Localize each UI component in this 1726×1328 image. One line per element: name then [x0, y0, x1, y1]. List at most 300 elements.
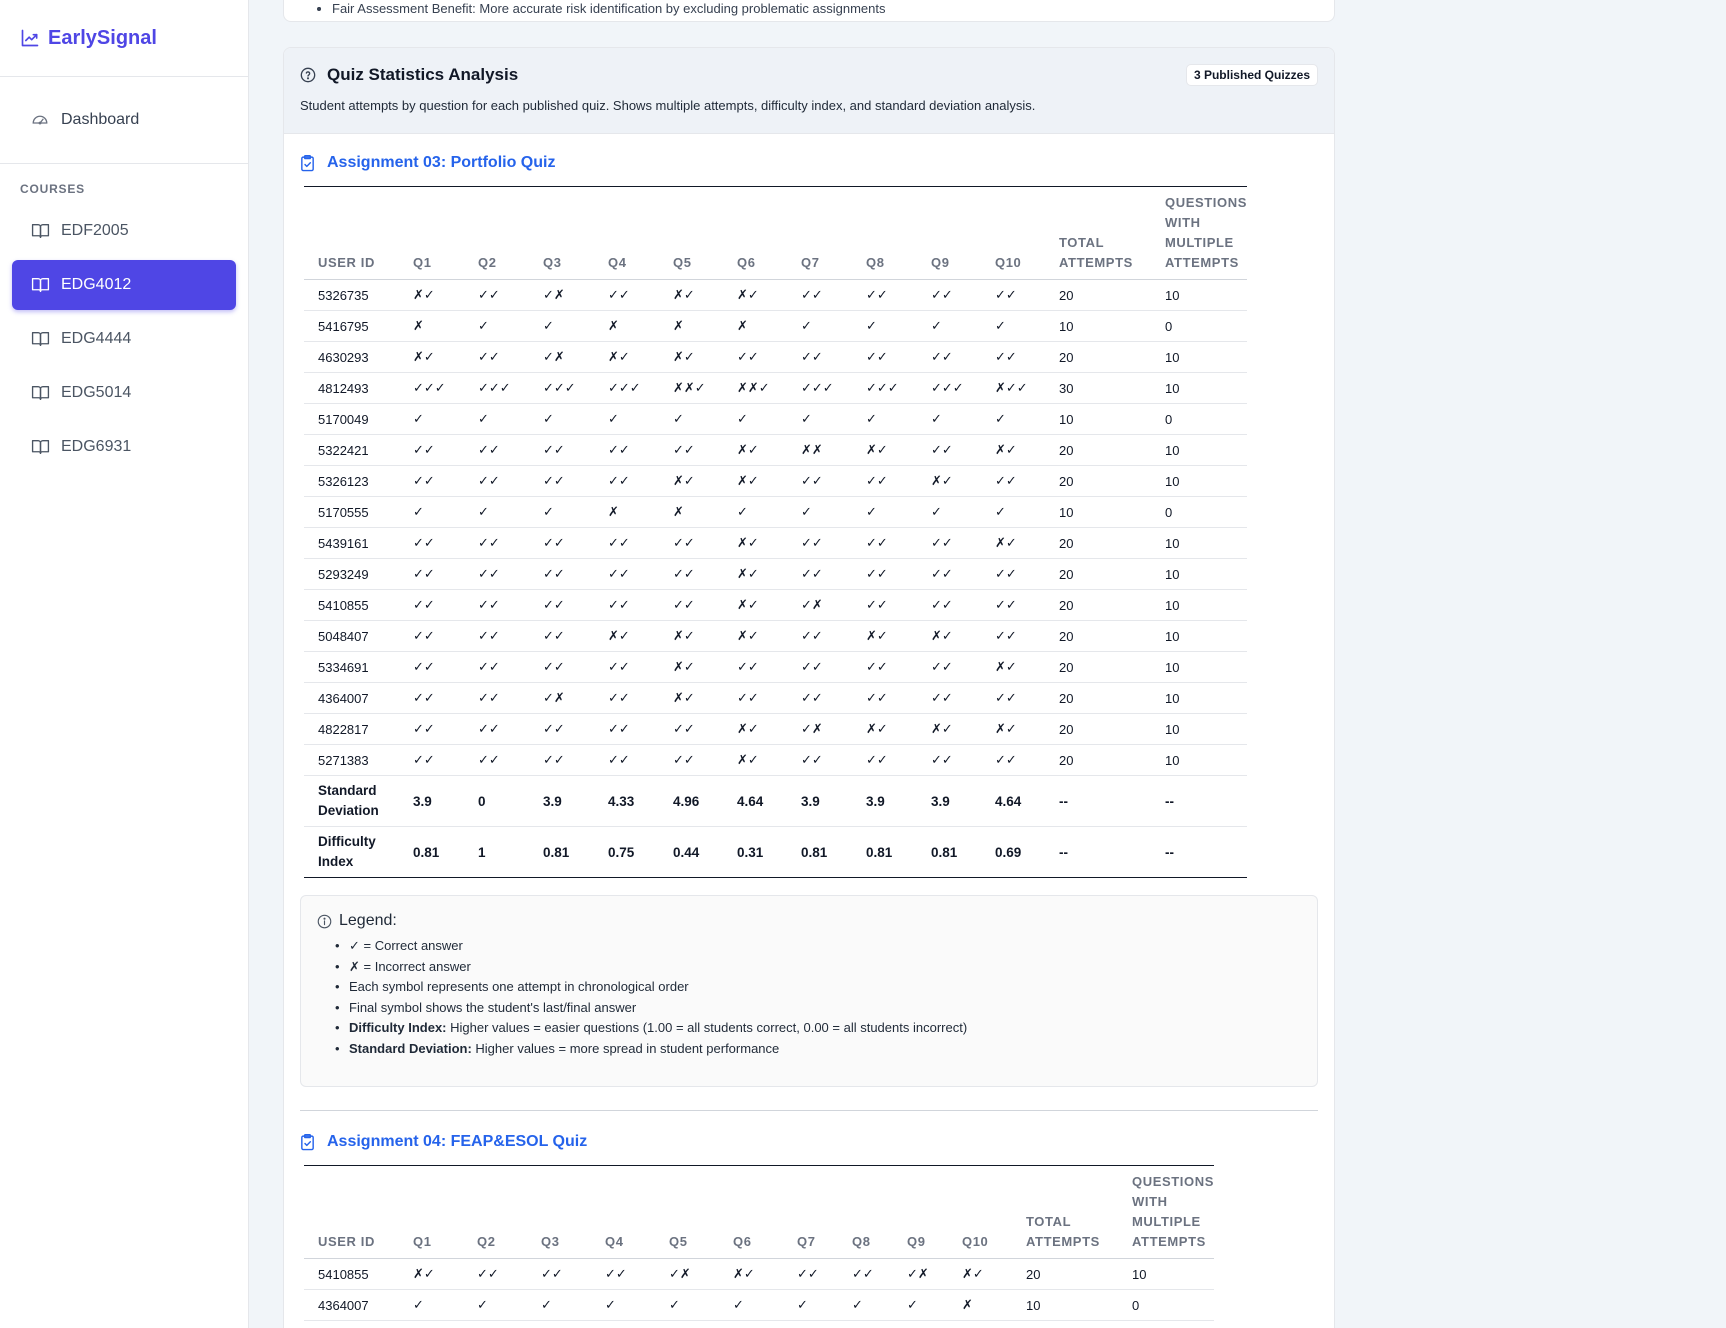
table-row — [304, 280, 1247, 311]
table-cell: 10 — [1151, 528, 1247, 559]
table-cell: ✓ — [852, 404, 917, 435]
clipboard-check-icon — [300, 155, 315, 172]
table-cell: 10 — [1151, 745, 1247, 776]
table-cell: 0 — [1151, 497, 1247, 528]
table-cell: 20 — [1045, 590, 1151, 621]
column-header: Q1 — [399, 187, 464, 280]
table-cell: ✓✓ — [464, 745, 529, 776]
difficulty-index-row — [304, 827, 1247, 878]
table-cell: ✓✓ — [659, 745, 723, 776]
quiz-2-table-header — [304, 1166, 1214, 1259]
user-id-cell: 4364007 — [304, 683, 399, 714]
legend-box — [300, 895, 1318, 1087]
table-cell: ✓✓ — [981, 621, 1045, 652]
table-cell: ✓✓ — [464, 466, 529, 497]
table-row — [304, 404, 1247, 435]
table-cell: ✗✓ — [852, 621, 917, 652]
quiz-1-title-text: Assignment 03: Portfolio Quiz — [327, 154, 556, 171]
table-cell: ✓✓ — [464, 683, 529, 714]
table-cell: ✗✓ — [917, 466, 981, 497]
table-cell: ✓✓ — [917, 280, 981, 311]
table-cell: ✓✓ — [917, 745, 981, 776]
user-id-cell: 4630293 — [304, 342, 399, 373]
table-cell: ✓✓ — [464, 342, 529, 373]
nav-dashboard-label: Dashboard — [61, 111, 140, 128]
table-cell: ✗✓ — [399, 280, 464, 311]
table-cell: ✗✗✓ — [723, 373, 787, 404]
stat-value: 0.69 — [981, 827, 1045, 878]
table-cell: ✓ — [464, 311, 529, 342]
table-cell: ✗ — [399, 311, 464, 342]
table-row — [304, 559, 1247, 590]
table-cell: ✓✓ — [594, 683, 659, 714]
course-item-edg6931[interactable] — [12, 422, 236, 472]
table-cell: ✓✗ — [787, 714, 852, 745]
column-header: Q2 — [463, 1166, 527, 1259]
stat-value: 0.44 — [659, 827, 723, 878]
user-id-cell: 5439161 — [304, 528, 399, 559]
table-row — [304, 1259, 1214, 1290]
table-cell: ✓✓ — [594, 714, 659, 745]
table-cell: ✓ — [981, 311, 1045, 342]
stat-label: Difficulty Index — [304, 827, 399, 878]
legend-title-text: Legend: — [339, 912, 397, 929]
table-cell: ✗✓ — [981, 528, 1045, 559]
table-cell: ✓✓ — [852, 745, 917, 776]
table-cell: ✓✓ — [529, 652, 594, 683]
column-header: Q4 — [594, 187, 659, 280]
legend-item — [349, 977, 1301, 998]
course-item-label: EDG4012 — [61, 276, 132, 293]
table-cell: ✗ — [723, 311, 787, 342]
table-cell: ✗✓ — [723, 435, 787, 466]
table-cell: 10 — [1012, 1290, 1118, 1321]
table-cell: ✓✓ — [399, 621, 464, 652]
table-cell: ✓✓ — [463, 1259, 527, 1290]
table-cell: ✗ — [594, 311, 659, 342]
column-header: Q8 — [838, 1166, 893, 1259]
table-cell: ✗✓ — [948, 1259, 1012, 1290]
table-cell: ✓✓ — [464, 590, 529, 621]
table-cell: ✓✗ — [529, 342, 594, 373]
stat-value: -- — [1151, 776, 1247, 827]
table-cell: 20 — [1045, 559, 1151, 590]
courses-heading: COURSES — [20, 182, 85, 196]
table-cell: ✓✓ — [917, 652, 981, 683]
table-row — [304, 311, 1247, 342]
table-cell: ✗ — [659, 497, 723, 528]
table-cell: ✓✓ — [529, 466, 594, 497]
table-cell: ✓✓ — [591, 1259, 655, 1290]
user-id-cell: 5293249 — [304, 559, 399, 590]
clipboard-check-icon — [300, 1134, 315, 1151]
column-header: USER ID — [304, 1166, 399, 1259]
column-header: Q4 — [591, 1166, 655, 1259]
table-cell: ✓✓ — [464, 652, 529, 683]
table-cell: ✓✓ — [399, 528, 464, 559]
table-cell: 20 — [1045, 435, 1151, 466]
table-cell: 20 — [1045, 621, 1151, 652]
quiz-2-table — [304, 1165, 1214, 1321]
table-cell: ✓✓ — [981, 745, 1045, 776]
stat-value: 0.75 — [594, 827, 659, 878]
table-cell: ✓✓ — [723, 683, 787, 714]
column-header: Q10 — [981, 187, 1045, 280]
risk-info-card — [283, 0, 1335, 22]
table-cell: 20 — [1045, 342, 1151, 373]
table-cell: ✓✓ — [787, 342, 852, 373]
legend-item — [349, 936, 1301, 957]
table-cell: ✓✓ — [464, 621, 529, 652]
column-header: Q7 — [783, 1166, 838, 1259]
legend-item-term: Difficulty Index: — [349, 1020, 447, 1035]
table-cell: ✗✓ — [723, 590, 787, 621]
table-cell: ✓✓ — [399, 466, 464, 497]
table-cell: ✗✓ — [399, 1259, 463, 1290]
brand[interactable] — [0, 0, 248, 77]
legend-item-term: Standard Deviation: — [349, 1040, 472, 1056]
column-header: QUESTIONS WITH MULTIPLE ATTEMPTS — [1151, 187, 1247, 280]
stat-value: -- — [1045, 827, 1151, 878]
book-icon — [31, 277, 50, 293]
table-cell: ✓✓✓ — [787, 373, 852, 404]
quiz-statistics-description: Student attempts by question for each published quiz. Shows multiple attempts, difficulty index, and standard deviation analysis. — [300, 98, 1036, 113]
stat-value: 0.81 — [399, 827, 464, 878]
table-cell: ✓✓ — [594, 528, 659, 559]
course-item-label: EDG6931 — [61, 438, 132, 455]
table-cell: ✓✓ — [529, 435, 594, 466]
table-row — [304, 342, 1247, 373]
table-cell: ✓✓ — [852, 652, 917, 683]
quiz-2-title-text: Assignment 04: FEAP&ESOL Quiz — [327, 1133, 588, 1150]
table-cell: ✓ — [852, 311, 917, 342]
table-cell: ✓✗ — [655, 1259, 719, 1290]
legend-item — [349, 1039, 1301, 1060]
table-row — [304, 683, 1247, 714]
table-cell: ✓✓ — [783, 1259, 838, 1290]
table-cell: ✓✓ — [981, 280, 1045, 311]
table-cell: ✓ — [529, 497, 594, 528]
column-header: Q6 — [719, 1166, 783, 1259]
table-cell: ✓✓ — [917, 590, 981, 621]
table-cell: ✓ — [527, 1290, 591, 1321]
stat-value: 0 — [464, 776, 529, 827]
table-cell: ✓✓✓ — [464, 373, 529, 404]
table-cell: ✓✓ — [464, 528, 529, 559]
table-cell: ✓✓ — [529, 590, 594, 621]
course-item-label: EDG4444 — [61, 330, 132, 347]
table-cell: ✓✓ — [723, 342, 787, 373]
table-cell: 20 — [1045, 528, 1151, 559]
table-cell: ✓ — [783, 1290, 838, 1321]
table-cell: ✓✓ — [917, 683, 981, 714]
table-cell: ✗ — [948, 1290, 1012, 1321]
course-item-edg4444[interactable] — [12, 314, 236, 364]
table-cell: ✓✓ — [464, 435, 529, 466]
book-icon — [31, 331, 50, 347]
brand-name: EarlySignal — [48, 26, 157, 49]
table-cell: ✓✓ — [594, 559, 659, 590]
table-cell: ✗✓ — [852, 714, 917, 745]
table-cell: ✗✗ — [787, 435, 852, 466]
column-header: USER ID — [304, 187, 399, 280]
user-id-cell: 5271383 — [304, 745, 399, 776]
table-cell: ✓✗ — [893, 1259, 948, 1290]
quiz-2-title[interactable] — [300, 1111, 1318, 1165]
sidebar — [0, 0, 249, 1328]
table-cell: ✓✓ — [594, 590, 659, 621]
table-cell: ✓✓ — [399, 683, 464, 714]
legend-item-text: Final symbol shows the student's last/final answer — [349, 999, 637, 1015]
table-row — [304, 621, 1247, 652]
table-cell: ✓✓ — [981, 342, 1045, 373]
column-header: Q10 — [948, 1166, 1012, 1259]
table-cell: ✗✓ — [659, 466, 723, 497]
table-cell: ✓✓ — [464, 559, 529, 590]
table-cell: ✓✓ — [594, 280, 659, 311]
table-cell: ✗✓ — [659, 652, 723, 683]
table-cell: 20 — [1045, 714, 1151, 745]
table-cell: ✗✓ — [981, 714, 1045, 745]
table-cell: ✓✓ — [659, 435, 723, 466]
table-cell: ✓✓ — [917, 559, 981, 590]
table-cell: ✓✓ — [529, 714, 594, 745]
table-row — [304, 497, 1247, 528]
book-icon — [31, 439, 50, 455]
stat-value: 0.81 — [529, 827, 594, 878]
table-cell: ✓✓ — [852, 466, 917, 497]
stat-value: 4.33 — [594, 776, 659, 827]
table-cell: ✗✓ — [981, 652, 1045, 683]
course-item-edg4012[interactable] — [12, 260, 236, 310]
table-row — [304, 435, 1247, 466]
table-cell: ✗✓ — [659, 683, 723, 714]
table-cell: 10 — [1151, 435, 1247, 466]
user-id-cell: 5326123 — [304, 466, 399, 497]
table-cell: ✓ — [787, 497, 852, 528]
table-cell: 0 — [1151, 311, 1247, 342]
stat-value: 0.81 — [852, 827, 917, 878]
table-cell: ✓ — [719, 1290, 783, 1321]
table-cell: ✗✓ — [723, 466, 787, 497]
help-circle-icon — [300, 67, 316, 83]
table-cell: ✓✓ — [529, 528, 594, 559]
table-cell: ✓✓ — [723, 652, 787, 683]
table-cell: ✓ — [529, 311, 594, 342]
table-cell: ✓✓ — [787, 652, 852, 683]
user-id-cell: 5322421 — [304, 435, 399, 466]
legend-item-text: ✗ = Incorrect answer — [349, 958, 471, 974]
main-content — [249, 0, 1726, 1328]
table-cell: 10 — [1151, 466, 1247, 497]
table-cell: ✓ — [464, 497, 529, 528]
table-cell: ✓ — [655, 1290, 719, 1321]
table-cell: ✓✓ — [787, 621, 852, 652]
stat-value: 4.96 — [659, 776, 723, 827]
user-id-cell: 5410855 — [304, 590, 399, 621]
quiz-statistics-header — [284, 48, 1334, 134]
table-cell: 10 — [1151, 652, 1247, 683]
column-header: Q6 — [723, 187, 787, 280]
table-cell: ✓✓ — [659, 528, 723, 559]
table-cell: ✗✓ — [852, 435, 917, 466]
table-cell: ✓ — [399, 497, 464, 528]
table-cell: ✓✓ — [594, 466, 659, 497]
column-header: Q3 — [527, 1166, 591, 1259]
book-icon — [31, 223, 50, 239]
table-cell: ✓✓ — [594, 652, 659, 683]
table-cell: ✓✗ — [529, 280, 594, 311]
table-cell: ✓✓ — [852, 528, 917, 559]
table-cell: ✗✓ — [723, 745, 787, 776]
stat-value: -- — [1151, 827, 1247, 878]
table-cell: ✓✓ — [917, 435, 981, 466]
table-cell: ✓ — [529, 404, 594, 435]
table-cell: ✗✓ — [723, 714, 787, 745]
table-row — [304, 590, 1247, 621]
course-item-edg5014[interactable] — [12, 368, 236, 418]
legend-item-text: Each symbol represents one attempt in chronological order — [349, 979, 689, 994]
table-cell: ✓✓ — [464, 280, 529, 311]
table-cell: ✓ — [893, 1290, 948, 1321]
table-cell: ✓✓ — [659, 559, 723, 590]
table-cell: ✓✓ — [399, 745, 464, 776]
quiz-block-2 — [284, 1111, 1334, 1321]
column-header: Q1 — [399, 1166, 463, 1259]
quiz-1-title[interactable] — [300, 134, 1318, 186]
table-cell: ✓✓ — [838, 1259, 893, 1290]
table-cell: 20 — [1045, 466, 1151, 497]
table-cell: 10 — [1151, 342, 1247, 373]
table-cell: ✓✓✓ — [529, 373, 594, 404]
table-cell: ✗✓ — [594, 621, 659, 652]
table-cell: ✓ — [787, 404, 852, 435]
standard-deviation-row — [304, 776, 1247, 827]
quiz-1-table — [304, 186, 1247, 878]
user-id-cell: 4364007 — [304, 1290, 399, 1321]
table-cell: ✓✓ — [917, 528, 981, 559]
table-cell: ✓✓ — [917, 342, 981, 373]
table-cell: ✓ — [399, 1290, 463, 1321]
table-cell: ✓✗ — [787, 590, 852, 621]
table-cell: ✓✓ — [399, 652, 464, 683]
table-cell: ✓✓ — [529, 559, 594, 590]
table-cell: 10 — [1151, 373, 1247, 404]
table-cell: ✓ — [981, 497, 1045, 528]
table-cell: 30 — [1045, 373, 1151, 404]
table-cell: 20 — [1045, 683, 1151, 714]
user-id-cell: 5416795 — [304, 311, 399, 342]
course-item-label: EDG5014 — [61, 384, 132, 401]
quiz-statistics-card — [283, 47, 1335, 1328]
table-cell: ✓ — [917, 404, 981, 435]
table-cell: ✓ — [594, 404, 659, 435]
table-cell: ✗✓ — [659, 280, 723, 311]
course-item-edf2005[interactable] — [12, 206, 236, 256]
book-icon — [31, 385, 50, 401]
table-cell: ✓✓ — [594, 745, 659, 776]
stat-label: Standard Deviation — [304, 776, 399, 827]
stat-value: 1 — [464, 827, 529, 878]
quiz-statistics-title-text: Quiz Statistics Analysis — [327, 65, 519, 84]
table-cell: 10 — [1045, 404, 1151, 435]
column-header: Q7 — [787, 187, 852, 280]
table-cell: ✓✓ — [594, 435, 659, 466]
quiz-statistics-title — [300, 65, 1318, 85]
column-header: Q5 — [655, 1166, 719, 1259]
table-cell: 0 — [1151, 404, 1247, 435]
legend-item — [349, 998, 1301, 1019]
table-cell: ✓ — [659, 404, 723, 435]
column-header: Q3 — [529, 187, 594, 280]
user-id-cell: 5170555 — [304, 497, 399, 528]
table-cell: 20 — [1045, 652, 1151, 683]
nav-dashboard[interactable] — [0, 77, 248, 164]
table-cell: 10 — [1151, 590, 1247, 621]
table-cell: ✗ — [659, 311, 723, 342]
table-cell: ✓✓ — [787, 683, 852, 714]
table-cell: ✗✓ — [719, 1259, 783, 1290]
column-header: Q2 — [464, 187, 529, 280]
user-id-cell: 5048407 — [304, 621, 399, 652]
table-cell: ✓ — [723, 497, 787, 528]
legend-item-text: Higher values = more spread in student performance — [471, 1040, 780, 1056]
table-cell: ✓ — [723, 404, 787, 435]
user-id-cell: 5170049 — [304, 404, 399, 435]
user-id-cell: 5334691 — [304, 652, 399, 683]
column-header: TOTAL ATTEMPTS — [1012, 1166, 1118, 1259]
table-cell: 10 — [1151, 559, 1247, 590]
table-cell: ✓✓ — [659, 714, 723, 745]
user-id-cell: 5326735 — [304, 280, 399, 311]
legend-list — [317, 936, 1301, 1059]
table-cell: ✓ — [787, 311, 852, 342]
table-cell: 20 — [1012, 1259, 1118, 1290]
table-cell: 10 — [1151, 621, 1247, 652]
table-row — [304, 1290, 1214, 1321]
table-row — [304, 745, 1247, 776]
table-cell: ✓ — [852, 497, 917, 528]
stat-value: 3.9 — [787, 776, 852, 827]
table-cell: ✓✓ — [529, 621, 594, 652]
table-cell: ✗✓ — [981, 435, 1045, 466]
legend-item — [349, 957, 1301, 978]
table-cell: ✓ — [838, 1290, 893, 1321]
table-cell: ✗✗✓ — [659, 373, 723, 404]
table-cell: ✓ — [981, 404, 1045, 435]
legend-item-text: Higher values = easier questions (1.00 = all students correct, 0.00 = all students incorrect) — [446, 1020, 968, 1035]
table-cell: ✓✓ — [787, 745, 852, 776]
table-row — [304, 466, 1247, 497]
stat-value: 0.81 — [787, 827, 852, 878]
table-cell: ✓✓ — [981, 559, 1045, 590]
table-cell: ✓✓ — [852, 342, 917, 373]
column-header: QUESTIONS WITH MULTIPLE ATTEMPTS — [1118, 1166, 1214, 1259]
table-cell: ✓ — [917, 311, 981, 342]
table-cell: ✓✓ — [981, 466, 1045, 497]
table-cell: ✓✓✓ — [852, 373, 917, 404]
table-row — [304, 528, 1247, 559]
column-header: Q9 — [917, 187, 981, 280]
stat-value: 3.9 — [917, 776, 981, 827]
published-quizzes-badge: 3 Published Quizzes — [1186, 64, 1318, 86]
trend-chart-icon — [20, 28, 40, 48]
table-cell: ✓✓ — [852, 280, 917, 311]
table-cell: ✓✓ — [399, 559, 464, 590]
table-cell: ✓✓ — [399, 590, 464, 621]
table-cell: ✓✓ — [787, 466, 852, 497]
user-id-cell: 4822817 — [304, 714, 399, 745]
